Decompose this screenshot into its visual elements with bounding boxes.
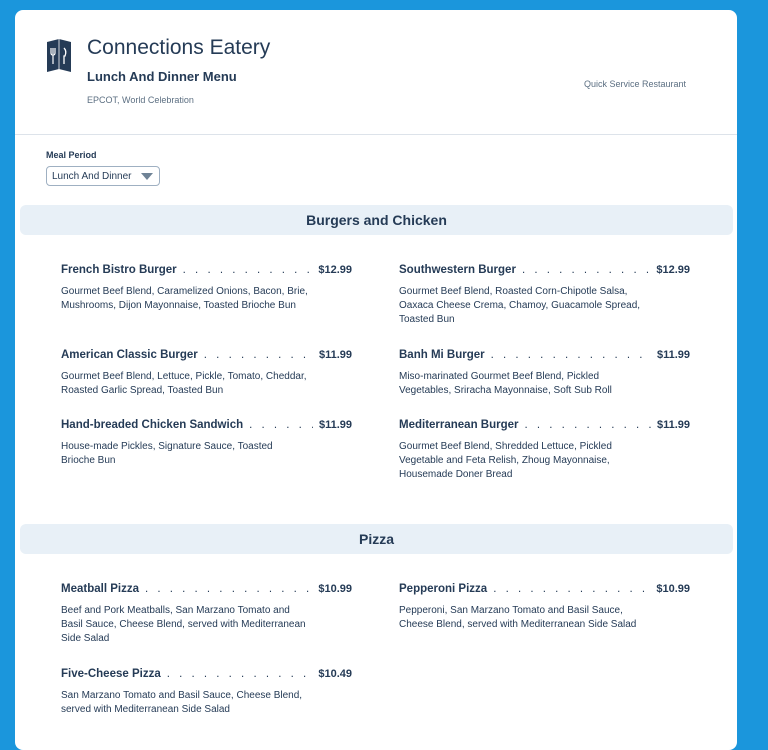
menu-item (399, 349, 690, 398)
leader-dots (493, 583, 650, 595)
meal-period-dropdown[interactable] (46, 166, 160, 186)
menu-book-icon (45, 38, 73, 74)
item-price: $11.99 (318, 419, 352, 431)
section-header-burgers-and-chicken: Burgers and Chicken (20, 205, 733, 235)
menu-item (61, 583, 352, 646)
item-description: Beef and Pork Meatballs, San Marzano Tomato and Basil Sauce, Cheese Blend, served with Mediterranean Side Salad (61, 605, 306, 644)
item-name: Meatball Pizza (61, 583, 139, 595)
item-name: Banh Mi Burger (399, 349, 485, 361)
meal-period-label: Meal Period (46, 150, 97, 160)
menu-item (61, 419, 352, 468)
item-price: $10.49 (318, 668, 352, 680)
item-description: San Marzano Tomato and Basil Sauce, Cheese Blend, served with Mediterranean Side Salad (61, 690, 303, 715)
item-description: Gourmet Beef Blend, Roasted Corn-Chipotle Salsa, Oaxaca Cheese Crema, Chamoy, Guacamole Spread, Toasted Bun (399, 286, 641, 325)
menu-item (399, 419, 690, 482)
item-price: $12.99 (318, 264, 352, 276)
leader-dots (491, 349, 651, 361)
item-name: Pepperoni Pizza (399, 583, 488, 595)
item-price: $11.99 (656, 419, 690, 431)
leader-dots (249, 419, 313, 431)
item-name: Mediterranean Burger (399, 419, 519, 431)
caret-down-icon (141, 173, 153, 180)
item-price: $12.99 (656, 264, 690, 276)
item-price: $10.99 (656, 583, 690, 595)
leader-dots (145, 583, 312, 595)
item-price: $10.99 (318, 583, 352, 595)
section-header-pizza: Pizza (20, 524, 733, 554)
menu-item (399, 264, 690, 327)
item-name: American Classic Burger (61, 349, 198, 361)
leader-dots (204, 349, 313, 361)
item-description: Gourmet Beef Blend, Shredded Lettuce, Pickled Vegetable and Feta Relish, Zhoug Mayonnaise, Housemade Doner Bread (399, 441, 612, 480)
menu-item (399, 583, 690, 632)
leader-dots (525, 419, 651, 431)
menu-item (61, 668, 352, 717)
item-name: Southwestern Burger (399, 264, 516, 276)
meal-period-value: Lunch And Dinner (52, 170, 132, 182)
item-description: Miso-marinated Gourmet Beef Blend, Pickled Vegetables, Sriracha Mayonnaise, Soft Sub Roll (399, 371, 612, 396)
item-description: Gourmet Beef Blend, Lettuce, Pickle, Tomato, Cheddar, Roasted Garlic Spread, Toasted Bun (61, 371, 307, 396)
menu-item (61, 264, 352, 313)
item-description: Pepperoni, San Marzano Tomato and Basil Sauce, Cheese Blend, served with Mediterranean Side Salad (399, 605, 637, 630)
leader-dots (522, 264, 650, 276)
item-description: Gourmet Beef Blend, Caramelized Onions, Bacon, Brie, Mushrooms, Dijon Mayonnaise, Toasted Brioche Bun (61, 286, 308, 311)
item-price: $11.99 (656, 349, 690, 361)
restaurant-type: Quick Service Restaurant (583, 79, 686, 89)
item-name: Hand-breaded Chicken Sandwich (61, 419, 244, 431)
item-name: Five-Cheese Pizza (61, 668, 161, 680)
restaurant-name: Connections Eatery (87, 36, 271, 59)
item-name: French Bistro Burger (61, 264, 177, 276)
menu-title: Lunch And Dinner Menu (87, 69, 237, 84)
item-description: House-made Pickles, Signature Sauce, Toasted Brioche Bun (61, 441, 273, 466)
leader-dots (183, 264, 313, 276)
restaurant-header (15, 10, 737, 135)
item-price: $11.99 (318, 349, 352, 361)
menu-item (61, 349, 352, 398)
leader-dots (167, 668, 313, 680)
menu-card (15, 10, 737, 750)
restaurant-location: EPCOT, World Celebration (87, 95, 194, 105)
